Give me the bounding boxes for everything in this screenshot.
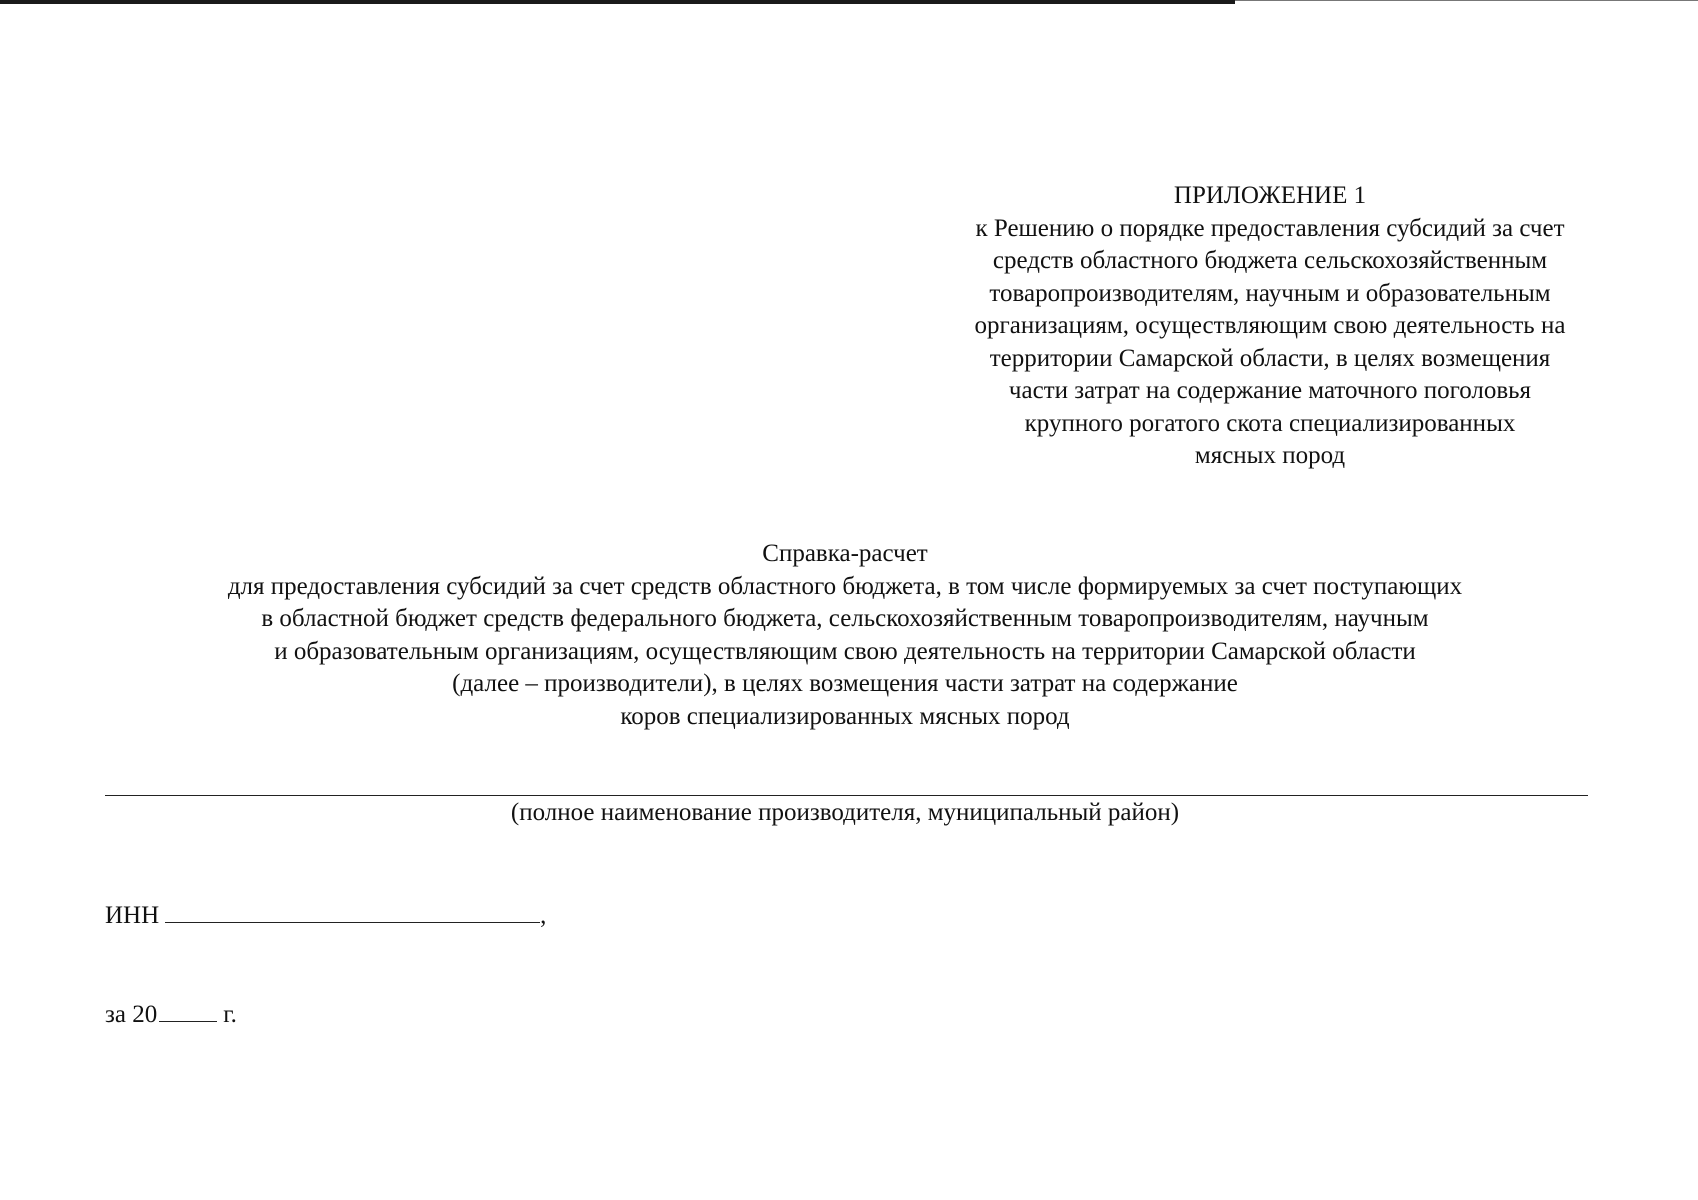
appendix-line: средств областного бюджета сельскохозяйственным: [992, 247, 1548, 274]
document-subtitle-line: коров специализированных мясных пород: [620, 702, 1070, 730]
appendix-heading: ПРИЛОЖЕНИЕ 1: [1173, 182, 1367, 209]
appendix-line: мясных пород: [1194, 442, 1346, 469]
producer-name-field[interactable]: [105, 795, 1588, 796]
year-row: [105, 997, 237, 1031]
appendix-header: [860, 180, 1680, 473]
document-subtitle-line: и образовательным организациям, осуществляющим свою деятельность на территории Самарской области: [274, 637, 1416, 665]
year-suffix: г.: [223, 1001, 237, 1028]
document-title-block: [60, 538, 1630, 733]
scan-top-border: [0, 0, 1235, 4]
appendix-line: организациям, осуществляющим свою деятельность на: [974, 312, 1566, 339]
year-prefix: за 20: [105, 1001, 158, 1028]
appendix-line: части затрат на содержание маточного поголовья: [1008, 377, 1532, 404]
appendix-line: территории Самарской области, в целях возмещения: [989, 344, 1551, 372]
inn-row: [105, 898, 546, 932]
appendix-line: крупного рогатого скота специализированных: [1024, 409, 1516, 437]
inn-label: ИНН: [105, 902, 160, 929]
document-subtitle-line: в областной бюджет средств федерального бюджета, сельскохозяйственным товаропроизводителям, научным: [261, 605, 1429, 632]
appendix-line: товаропроизводителям, научным и образовательным: [989, 279, 1551, 307]
scan-top-border-tail: [1235, 0, 1698, 1]
document-title: Справка-расчет: [762, 540, 928, 567]
inn-field[interactable]: [165, 898, 540, 923]
producer-name-caption: (полное наименование производителя, муниципальный район): [510, 799, 1180, 826]
year-field[interactable]: [159, 997, 217, 1022]
appendix-line: к Решению о порядке предоставления субсидий за счет: [975, 214, 1565, 242]
document-subtitle-line: для предоставления субсидий за счет средств областного бюджета, в том числе формируемых за счет поступающих: [227, 572, 1463, 600]
document-subtitle-line: (далее – производители), в целях возмещения части затрат на содержание: [452, 670, 1238, 697]
inn-suffix: ,: [540, 902, 547, 929]
